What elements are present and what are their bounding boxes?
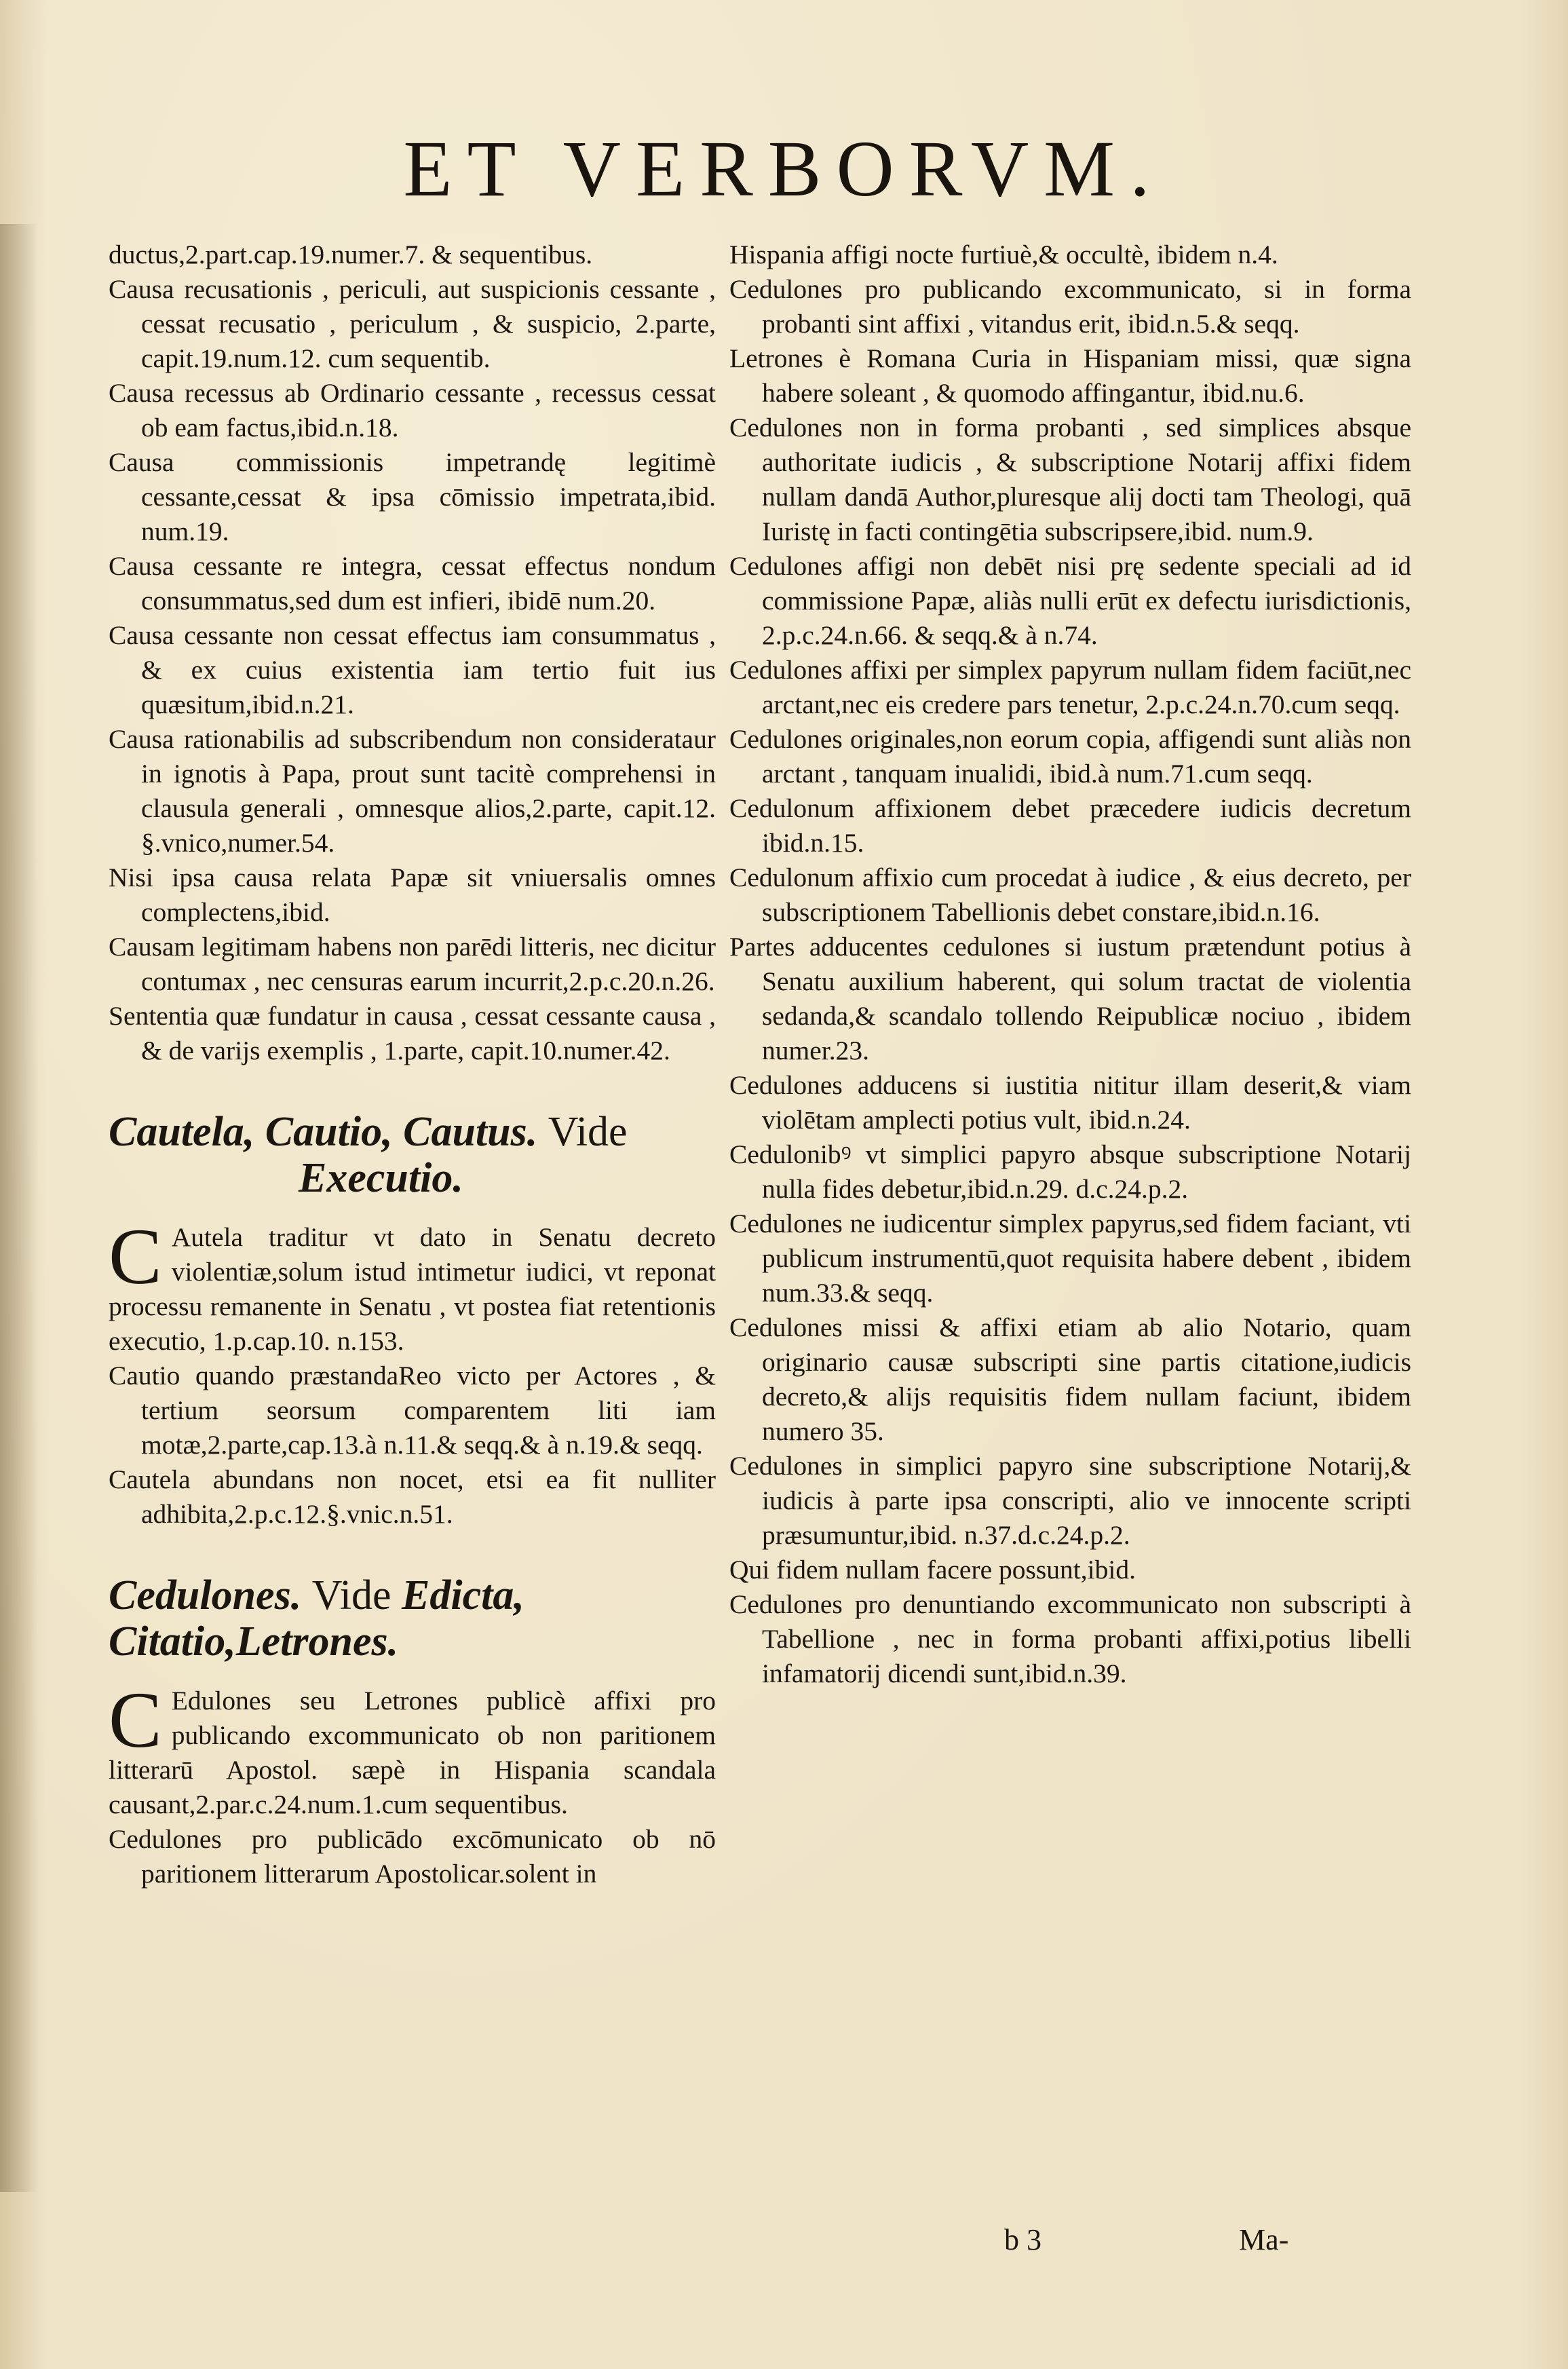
index-entry: Cedulonum affixio cum procedat à iudice , & eius decreto, per subscriptionem Tabellionis debet constare,ibid.n.16. [729, 863, 1411, 927]
index-entry: Cedulonum affixionem debet præcedere iudicis decretum ibid.n.15. [729, 793, 1411, 858]
running-header: ET VERBORVM. [403, 124, 1165, 213]
index-entry: Cedulones adducens si iustitia nititur illam deserit,& viam violētam amplecti potius vult, ibid.n.24. [729, 1070, 1411, 1135]
heading-cautela-terms: Cautela, Cautio, Cautus. [109, 1109, 538, 1155]
index-entry: Letrones è Romana Curia in Hispaniam missi, quæ signa habere soleant , & quomodo affingantur, ibid.nu.6. [729, 343, 1411, 408]
index-entry: Partes adducentes cedulones si iustum prætendunt potius à Senatu auxilium haberent, qui solum tractat de violentia sedanda,& scandalo tollendo Reipublicæ nociuo , ibidem numer.23. [729, 932, 1411, 1065]
cedulones-paragraph [109, 1675, 716, 1822]
index-entry: Causa cessante re integra, cessat effectus nondum consummatus,sed dum est infieri, ibidē num.20. [109, 551, 716, 615]
index-entry: Causam legitimam habens non parēdi litteris, nec dicitur contumax , nec censuras earum incurrit,2.p.c.20.n.26. [109, 932, 716, 996]
index-entry: Cedulones pro denuntiando excommunicato non subscripti à Tabellione , nec in forma probanti affixi,potius libelli infamatorij dicendi sunt,ibid.n.39. [729, 1589, 1411, 1688]
index-entry: Causa cessante non cessat effectus iam consummatus , & ex cuius existentia iam tertio fuit ius quæsitum,ibid.n.21. [109, 620, 716, 719]
heading-cautela-vide: Vide [548, 1109, 628, 1155]
cautela-text: Autela traditur vt dato in Senatu decreto violentiæ,solum istud intimetur iudici, vt reponat processu remanente in Senatu , vt postea fiat retentionis executio, 1.p.cap.10. n.153. [109, 1222, 716, 1356]
entries-group-b [109, 1359, 716, 1532]
cedulones-text: Edulones seu Letrones publicè affixi pro publicando excommunicato ob non paritionem litterarū Apostol. sæpè in Hispania scandala causant,2.par.c.24.num.1.cum sequentibus. [109, 1686, 716, 1819]
index-entry: Hispania affigi nocte furtiuè,& occultè, ibidem n.4. [729, 240, 1278, 269]
index-entry: Cedulones affigi non debēt nisi prę sedente speciali ad id commissione Papæ, aliàs nulli erūt ex defectu iurisdictionis, 2.p.c.24.n.66. & seqq.& à n.74. [729, 551, 1411, 650]
index-entry: Causa commissionis impetrandę legitimè cessante,cessat & ipsa cōmissio impetrata,ibid. num.19. [109, 447, 716, 546]
left-column [109, 238, 716, 1891]
entries-group-c [109, 1822, 716, 1891]
heading-cedulones [109, 1572, 716, 1665]
index-entry: Cautela abundans non nocet, etsi ea fit nulliter adhibita,2.p.c.12.§.vnic.n.51. [109, 1464, 716, 1529]
index-entry: Cedulonibꝰ vt simplici papyro absque subscriptione Notarij nulla fides debetur,ibid.n.29. d.c.24.p.2. [729, 1139, 1411, 1204]
heading-cedulones-ref: Edicta, Citatio,Letrones. [109, 1572, 524, 1665]
dropcap-c: C [109, 1212, 162, 1301]
index-entry: Qui fidem nullam facere possunt,ibid. [729, 1555, 1136, 1585]
index-entry: Cedulones non in forma probanti , sed simplices absque authoritate iudicis , & subscriptione Notarij affixi fidem nullam dandā Author,pluresque alij docti tam Theologi, quā Iuristę in facti contingētia subscripsere,ibid. num.9. [729, 413, 1411, 546]
heading-cedulones-term: Cedulones. [109, 1572, 302, 1618]
heading-cedulones-vide: Vide [311, 1572, 391, 1618]
index-entry: Cedulones ne iudicentur simplex papyrus,sed fidem faciant, vti publicum instrumentū,quot requisita habere debent , ibidem num.33.& seqq. [729, 1209, 1411, 1308]
catchword: Ma- [1239, 2223, 1289, 2256]
heading-cautela [109, 1109, 716, 1201]
index-entry: Cedulones affixi per simplex papyrum nullam fidem faciūt,nec arctant,nec eis credere pars tenetur, 2.p.c.24.n.70.cum seqq. [729, 655, 1411, 719]
index-entry: Sententia quæ fundatur in causa , cessat cessante causa , & de varijs exemplis , 1.parte, capit.10.numer.42. [109, 1001, 716, 1065]
index-entry: Causa rationabilis ad subscribendum non considerataur in ignotis à Papa, prout sunt tacitè comprehensi in clausula generali , omnesque alios,2.parte, capit.12. §.vnico,numer.54. [109, 724, 716, 858]
entries-group-a [109, 238, 716, 1068]
heading-cautela-ref: Executio. [299, 1155, 463, 1201]
index-entry: Cedulones missi & affixi etiam ab alio Notario, quam originario causæ subscripti sine partis citatione,iudicis decreto,& alijs requisitis fidem nullam faciunt, ibidem numero 35. [729, 1312, 1411, 1446]
dropcap-c2: C [109, 1675, 162, 1764]
index-entry: Cedulones pro publicādo excōmunicato ob nō paritionem litterarum Apostolicar.solent in [109, 1824, 716, 1889]
facing-page-bleed [0, 224, 38, 2192]
index-entry: Causa recessus ab Ordinario cessante , recessus cessat ob eam factus,ibid.n.18. [109, 378, 716, 442]
index-entry: Cedulones originales,non eorum copia, affigendi sunt aliàs non arctant , tanquam inualidi, ibid.à num.71.cum seqq. [729, 724, 1411, 789]
index-entry: Nisi ipsa causa relata Papæ sit vniuersalis omnes complectens,ibid. [109, 863, 716, 927]
right-column [729, 238, 1411, 1691]
right-entries [729, 238, 1411, 1691]
index-entry: ductus,2.part.cap.19.numer.7. & sequentibus. [109, 240, 593, 269]
index-entry: Cedulones pro publicando excommunicato, si in forma probanti sint affixi , vitandus erit, ibid.n.5.& seqq. [729, 274, 1411, 339]
index-entry: Causa recusationis , periculi, aut suspicionis cessante , cessat recusatio , periculum , & suspicio, 2.parte, capit.19.num.12. cum sequentib. [109, 274, 716, 373]
signature-mark: b 3 [1004, 2223, 1041, 2256]
cautela-paragraph [109, 1212, 716, 1359]
index-entry: Cautio quando præstandaReo victo per Actores , & tertium seorsum comparentem liti iam motæ,2.parte,cap.13.à n.11.& seqq.& à n.19.& seqq. [109, 1361, 716, 1460]
index-entry: Cedulones in simplici papyro sine subscriptione Notarij,& iudicis à parte ipsa conscripti, alio ve innocente scripti præsumuntur,ibid. n.37.d.c.24.p.2. [729, 1451, 1411, 1550]
